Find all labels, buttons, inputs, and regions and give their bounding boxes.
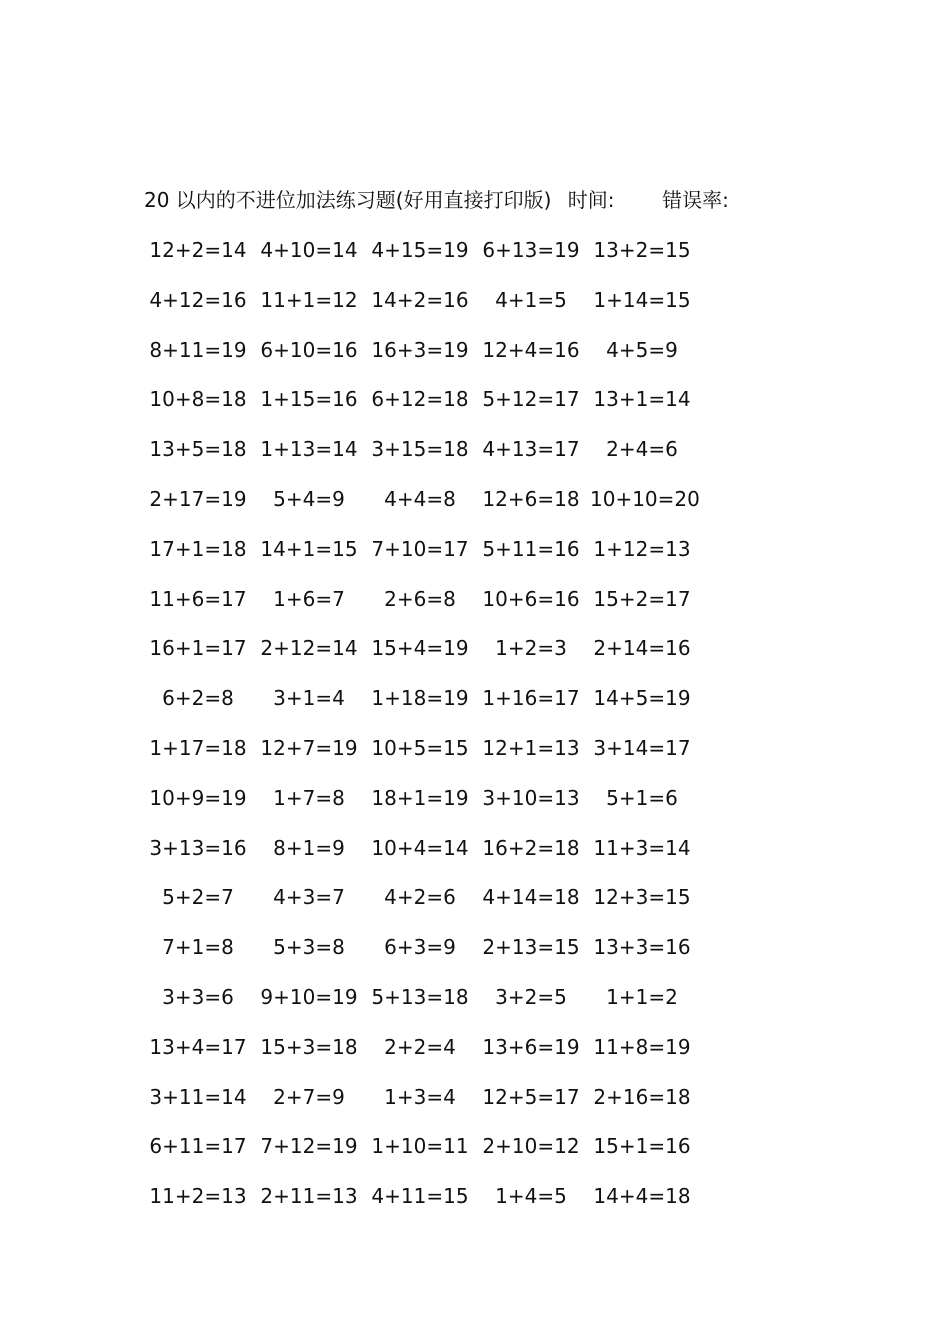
problem-row bbox=[146, 532, 706, 582]
addition-problem: 13+5=18 bbox=[149, 437, 247, 462]
addition-problem: 3+11=14 bbox=[149, 1084, 247, 1109]
addition-problem: 15+2=17 bbox=[593, 586, 691, 611]
addition-problem: 2+10=12 bbox=[482, 1134, 580, 1159]
addition-problem: 4+12=16 bbox=[149, 287, 247, 312]
addition-problem: 9+10=19 bbox=[260, 984, 358, 1009]
addition-problem: 4+11=15 bbox=[371, 1184, 469, 1209]
addition-problem: 13+1=14 bbox=[593, 387, 691, 412]
addition-problem: 1+12=13 bbox=[593, 536, 691, 561]
addition-problem: 11+1=12 bbox=[260, 287, 358, 312]
addition-problem: 10+5=15 bbox=[371, 735, 469, 760]
addition-problem: 5+12=17 bbox=[482, 387, 580, 412]
addition-problem: 7+12=19 bbox=[260, 1134, 358, 1159]
problem-row bbox=[146, 482, 706, 532]
addition-problem: 2+16=18 bbox=[593, 1084, 691, 1109]
addition-problem: 1+6=7 bbox=[273, 586, 345, 611]
problem-row bbox=[146, 233, 706, 283]
addition-problem: 7+1=8 bbox=[162, 935, 234, 960]
addition-problem: 1+7=8 bbox=[273, 785, 345, 810]
addition-problem: 2+2=4 bbox=[384, 1034, 456, 1059]
addition-problem: 4+5=9 bbox=[606, 337, 678, 362]
addition-problem: 10+4=14 bbox=[371, 835, 469, 860]
addition-problem: 4+1=5 bbox=[495, 287, 567, 312]
addition-problem: 4+3=7 bbox=[273, 885, 345, 910]
addition-problem: 15+3=18 bbox=[260, 1034, 358, 1059]
problem-row bbox=[146, 980, 706, 1030]
addition-problem: 13+4=17 bbox=[149, 1034, 247, 1059]
problem-row bbox=[146, 631, 706, 681]
problem-grid bbox=[146, 233, 706, 1229]
addition-problem: 6+3=9 bbox=[384, 935, 456, 960]
addition-problem: 3+14=17 bbox=[593, 735, 691, 760]
problem-row bbox=[146, 831, 706, 881]
time-label: 时间: bbox=[567, 188, 615, 212]
addition-problem: 14+4=18 bbox=[593, 1184, 691, 1209]
addition-problem: 10+9=19 bbox=[149, 785, 247, 810]
addition-problem: 2+4=6 bbox=[606, 437, 678, 462]
error-rate-label: 错误率: bbox=[662, 188, 729, 212]
addition-problem: 2+6=8 bbox=[384, 586, 456, 611]
addition-problem: 16+2=18 bbox=[482, 835, 580, 860]
worksheet-title: 20 以内的不进位加法练习题(好用直接打印版) bbox=[144, 188, 552, 212]
addition-problem: 5+2=7 bbox=[162, 885, 234, 910]
addition-problem: 1+15=16 bbox=[260, 387, 358, 412]
addition-problem: 4+14=18 bbox=[482, 885, 580, 910]
problem-row bbox=[146, 930, 706, 980]
addition-problem: 12+4=16 bbox=[482, 337, 580, 362]
addition-problem: 13+3=16 bbox=[593, 935, 691, 960]
addition-problem: 4+2=6 bbox=[384, 885, 456, 910]
addition-problem: 6+11=17 bbox=[149, 1134, 247, 1159]
addition-problem: 6+10=16 bbox=[260, 337, 358, 362]
addition-problem: 2+13=15 bbox=[482, 935, 580, 960]
addition-problem: 3+15=18 bbox=[371, 437, 469, 462]
addition-problem: 5+4=9 bbox=[273, 486, 345, 511]
addition-problem: 6+12=18 bbox=[371, 387, 469, 412]
addition-problem: 11+6=17 bbox=[149, 586, 247, 611]
addition-problem: 1+17=18 bbox=[149, 735, 247, 760]
addition-problem: 14+5=19 bbox=[593, 686, 691, 711]
addition-problem: 8+1=9 bbox=[273, 835, 345, 860]
problem-row bbox=[146, 1129, 706, 1179]
problem-row bbox=[146, 731, 706, 781]
addition-problem: 17+1=18 bbox=[149, 536, 247, 561]
addition-problem: 16+3=19 bbox=[371, 337, 469, 362]
addition-problem: 1+10=11 bbox=[371, 1134, 469, 1159]
addition-problem: 1+13=14 bbox=[260, 437, 358, 462]
addition-problem: 13+6=19 bbox=[482, 1034, 580, 1059]
addition-problem: 2+17=19 bbox=[149, 486, 247, 511]
addition-problem: 10+6=16 bbox=[482, 586, 580, 611]
addition-problem: 3+2=5 bbox=[495, 984, 567, 1009]
addition-problem: 5+13=18 bbox=[371, 984, 469, 1009]
addition-problem: 7+10=17 bbox=[371, 536, 469, 561]
addition-problem: 13+2=15 bbox=[593, 238, 691, 262]
addition-problem: 5+3=8 bbox=[273, 935, 345, 960]
addition-problem: 14+1=15 bbox=[260, 536, 358, 561]
problem-row bbox=[146, 382, 706, 432]
addition-problem: 4+15=19 bbox=[371, 238, 469, 262]
problem-row bbox=[146, 432, 706, 482]
addition-problem: 1+16=17 bbox=[482, 686, 580, 711]
addition-problem: 1+3=4 bbox=[384, 1084, 456, 1109]
addition-problem: 2+12=14 bbox=[260, 636, 358, 661]
addition-problem: 3+10=13 bbox=[482, 785, 580, 810]
problem-row bbox=[146, 1179, 706, 1229]
addition-problem: 12+5=17 bbox=[482, 1084, 580, 1109]
addition-problem: 1+2=3 bbox=[495, 636, 567, 661]
addition-problem: 10+10=20 bbox=[590, 486, 700, 511]
problem-row bbox=[146, 283, 706, 333]
addition-problem: 10+8=18 bbox=[149, 387, 247, 412]
addition-problem: 4+10=14 bbox=[260, 238, 358, 262]
addition-problem: 5+1=6 bbox=[606, 785, 678, 810]
problem-row bbox=[146, 582, 706, 632]
worksheet-header bbox=[144, 185, 729, 215]
addition-problem: 1+1=2 bbox=[606, 984, 678, 1009]
addition-problem: 11+3=14 bbox=[593, 835, 691, 860]
problem-row bbox=[146, 681, 706, 731]
addition-problem: 8+11=19 bbox=[149, 337, 247, 362]
problem-row bbox=[146, 880, 706, 930]
addition-problem: 1+4=5 bbox=[495, 1184, 567, 1209]
addition-problem: 3+3=6 bbox=[162, 984, 234, 1009]
addition-problem: 15+4=19 bbox=[371, 636, 469, 661]
addition-problem: 2+11=13 bbox=[260, 1184, 358, 1209]
addition-problem: 3+1=4 bbox=[273, 686, 345, 711]
addition-problem: 11+8=19 bbox=[593, 1034, 691, 1059]
addition-problem: 2+7=9 bbox=[273, 1084, 345, 1109]
addition-problem: 18+1=19 bbox=[371, 785, 469, 810]
problem-row bbox=[146, 781, 706, 831]
addition-problem: 3+13=16 bbox=[149, 835, 247, 860]
problem-row bbox=[146, 333, 706, 383]
problem-row bbox=[146, 1080, 706, 1130]
addition-problem: 14+2=16 bbox=[371, 287, 469, 312]
addition-problem: 12+1=13 bbox=[482, 735, 580, 760]
addition-problem: 6+2=8 bbox=[162, 686, 234, 711]
addition-problem: 12+2=14 bbox=[149, 238, 247, 262]
addition-problem: 5+11=16 bbox=[482, 536, 580, 561]
addition-problem: 16+1=17 bbox=[149, 636, 247, 661]
addition-problem: 2+14=16 bbox=[593, 636, 691, 661]
addition-problem: 6+13=19 bbox=[482, 238, 580, 262]
addition-problem: 1+18=19 bbox=[371, 686, 469, 711]
addition-problem: 12+7=19 bbox=[260, 735, 358, 760]
problem-row bbox=[146, 1030, 706, 1080]
addition-problem: 15+1=16 bbox=[593, 1134, 691, 1159]
addition-problem: 4+4=8 bbox=[384, 486, 456, 511]
addition-problem: 12+3=15 bbox=[593, 885, 691, 910]
addition-problem: 4+13=17 bbox=[482, 437, 580, 462]
addition-problem: 1+14=15 bbox=[593, 287, 691, 312]
addition-problem: 12+6=18 bbox=[482, 486, 580, 511]
addition-problem: 11+2=13 bbox=[149, 1184, 247, 1209]
